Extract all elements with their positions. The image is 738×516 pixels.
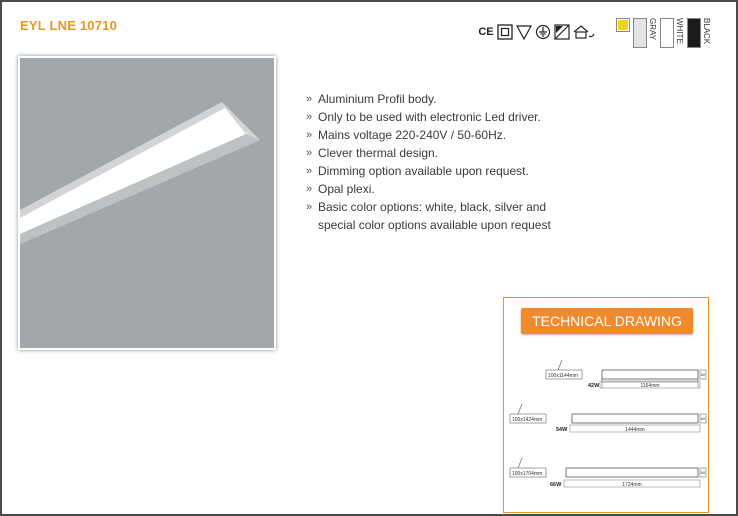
length-label: 1724mm	[622, 482, 642, 488]
bullet-icon: »	[306, 165, 313, 177]
cutout-label: 100x1704mm	[512, 471, 543, 477]
feature-item: » Clever thermal design.	[306, 146, 439, 160]
color-indicator	[616, 18, 630, 32]
white-swatch	[660, 18, 674, 48]
feature-item: » Only to be used with electronic Led driver.	[306, 110, 541, 124]
bullet-icon: »	[306, 129, 313, 141]
length-label: 1444mm	[625, 427, 645, 433]
class-ii-insulation-icon	[497, 24, 513, 40]
technical-drawing-button[interactable]: TECHNICAL DRAWING	[521, 308, 693, 334]
bullet-icon: »	[306, 183, 313, 195]
color-option-black: BLACK	[687, 18, 711, 48]
feature-item: » Mains voltage 220-240V / 50-60Hz.	[306, 128, 507, 142]
bullet-icon: »	[306, 93, 313, 105]
gray-swatch	[633, 18, 647, 48]
wattage-label: 54W	[556, 427, 568, 433]
height-label: 60	[700, 470, 706, 475]
dimension-drawings	[504, 348, 710, 514]
certification-icons	[478, 24, 595, 40]
feature-item: » Opal plexi.	[306, 182, 375, 196]
bullet-icon: »	[306, 201, 313, 213]
color-option-white: WHITE	[660, 18, 684, 48]
feature-item: » Basic color options: white, black, silver and special color options available upon request	[306, 200, 551, 232]
height-label: 60	[700, 372, 706, 377]
bullet-icon: »	[306, 147, 313, 159]
drawing-row-54w	[510, 404, 706, 433]
bullet-icon: »	[306, 111, 313, 123]
length-label: 1164mm	[640, 383, 660, 389]
feature-item: » Dimming option available upon request.	[306, 164, 529, 178]
drawing-row-42w	[546, 360, 706, 389]
earth-ground-icon	[535, 24, 551, 40]
recessed-mount-icon	[573, 24, 595, 40]
feature-item: » Aluminium Profil body.	[306, 92, 437, 106]
cutout-label: 100x1144mm	[548, 373, 578, 379]
color-options	[616, 18, 711, 48]
wattage-label: 66W	[550, 482, 562, 488]
luminaire-image	[20, 58, 274, 348]
driver-icon	[554, 24, 570, 40]
technical-drawing-panel	[503, 297, 709, 513]
f-mark-icon	[516, 24, 532, 40]
drawing-row-66w	[510, 458, 706, 488]
product-photo	[18, 56, 276, 350]
color-option-gray: GRAY	[633, 18, 657, 48]
feature-list	[306, 90, 578, 234]
cutout-label: 100x1424mm	[512, 417, 543, 423]
wattage-label: 42W	[588, 383, 600, 389]
product-title: EYL LNE 10710	[20, 18, 118, 33]
black-swatch	[687, 18, 701, 48]
ce-mark-icon: CE	[478, 26, 494, 38]
height-label: 60	[700, 416, 706, 421]
lamp-warning-icon	[616, 18, 630, 32]
